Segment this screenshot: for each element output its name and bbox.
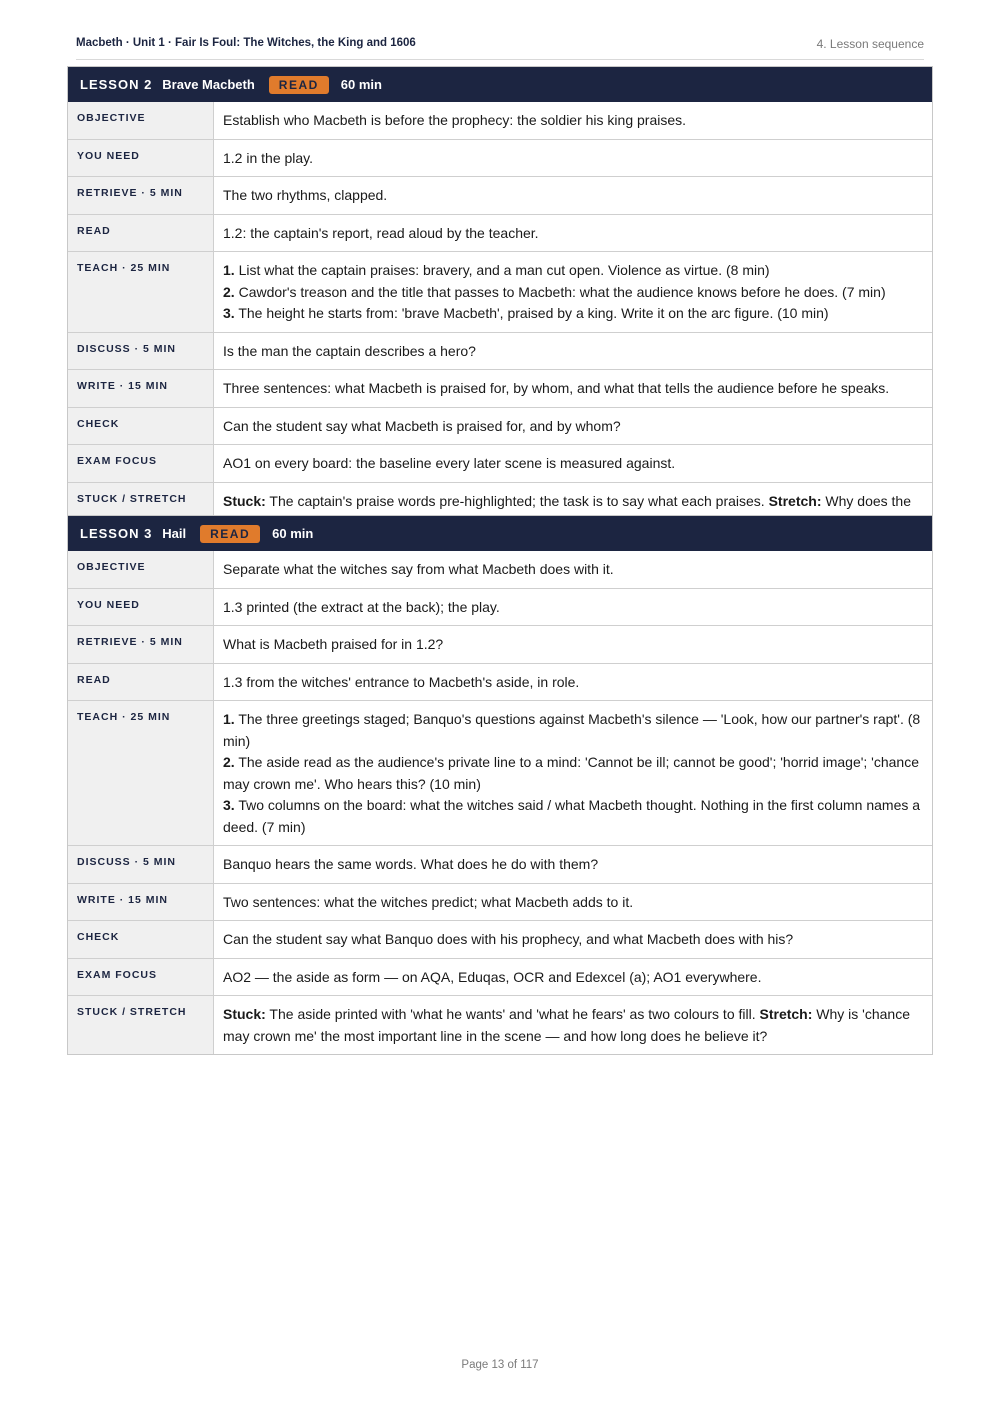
row-label: CHECK: [68, 408, 214, 445]
exam-focus-text: AO1 on every board: the baseline every later scene is measured against.: [223, 455, 676, 471]
objective-text: Separate what the witches say from what Macbeth does with it.: [223, 561, 614, 577]
discuss-text: Banquo hears the same words. What does he do with them?: [223, 856, 599, 872]
row-label: RETRIEVE · 5 MIN: [68, 626, 214, 663]
row-label: EXAM FOCUS: [68, 959, 214, 996]
you-need-row: [68, 588, 932, 626]
step-text: List what the captain praises: bravery, and a man cut open. Violence as virtue. (8 min): [234, 262, 770, 278]
stretch-label: Stretch:: [759, 1006, 813, 1022]
document-title: Macbeth · Unit 1 · Fair Is Foul: The Witches, the King and 1606: [76, 37, 416, 49]
step-text: Cawdor's treason and the title that passes to Macbeth: what the audience knows before he does. (7 min): [234, 283, 886, 300]
row-label: DISCUSS · 5 MIN: [68, 333, 214, 370]
step-text: The height he starts from: 'brave Macbeth', praised by a king. Write it on the arc figure. (10 min): [234, 305, 829, 321]
write-text: Two sentences: what the witches predict; what Macbeth adds to it.: [223, 893, 634, 910]
check-text: Can the student say what Macbeth is praised for, and by whom?: [223, 417, 621, 434]
row-label: WRITE · 15 MIN: [68, 884, 214, 921]
teach-step: [223, 752, 922, 795]
step-text: Two columns on the board: what the witches said / what Macbeth thought. Nothing in the first column names a deed. (7 min): [223, 797, 921, 835]
section-label: 4. Lesson sequence: [816, 37, 924, 51]
teach-step: [223, 260, 922, 282]
objective-text: Establish who Macbeth is before the prophecy: the soldier his king praises.: [223, 112, 687, 128]
stuck-text: The captain's praise words pre-highlighted; the task is to say what each praises.: [265, 492, 769, 509]
read-text: 1.3 from the witches' entrance to Macbeth's aside, in role.: [223, 673, 580, 690]
stretch-label: Stretch:: [768, 492, 822, 509]
teach-steps: [214, 252, 932, 332]
row-label: YOU NEED: [68, 140, 214, 177]
step-text: The three greetings staged; Banquo's questions against Macbeth's silence — 'Look, how our partner's rapt'. (8 min): [223, 711, 921, 749]
step-number: 3.: [223, 797, 235, 813]
teach-row: [68, 700, 932, 845]
read-row: [68, 663, 932, 701]
step-number: 2.: [223, 754, 235, 770]
check-row: [68, 920, 932, 958]
lesson-duration: 60 min: [340, 77, 382, 92]
objective-row: [68, 102, 932, 139]
stuck-stretch-text: [214, 996, 932, 1054]
lesson-duration: 60 min: [272, 526, 314, 541]
objective-row: [68, 551, 932, 588]
retrieve-row: [68, 625, 932, 663]
check-text: Can the student say what Banquo does with his prophecy, and what Macbeth does with his?: [223, 931, 794, 947]
row-label: STUCK / STRETCH: [68, 483, 214, 541]
row-label: WRITE · 15 MIN: [68, 370, 214, 407]
check-row: [68, 407, 932, 445]
activity-badge: READ: [200, 525, 260, 543]
row-label: CHECK: [68, 921, 214, 958]
exam-focus-row: [68, 958, 932, 996]
row-label: TEACH · 25 MIN: [68, 252, 214, 332]
page-number: Page 13 of 117: [461, 1359, 539, 1371]
stretch-text: Why is 'chance may crown me' the most important line in the scene — and how long does he believe it?: [223, 1006, 911, 1044]
teach-step: [223, 303, 922, 325]
lesson-header: [68, 516, 932, 551]
lesson-card: [67, 515, 933, 1055]
you-need-row: [68, 139, 932, 177]
teach-step: [223, 795, 922, 838]
row-label: DISCUSS · 5 MIN: [68, 846, 214, 883]
discuss-row: [68, 845, 932, 883]
row-label: TEACH · 25 MIN: [68, 701, 214, 845]
row-label: EXAM FOCUS: [68, 445, 214, 482]
retrieve-text: What is Macbeth praised for in 1.2?: [223, 636, 444, 652]
stuck-stretch-row: [68, 995, 932, 1054]
activity-badge: READ: [269, 76, 329, 94]
stretch-text: Why does the: [825, 492, 911, 509]
retrieve-text: The two rhythms, clapped.: [223, 187, 388, 203]
lesson-number: LESSON 2: [80, 77, 153, 92]
lesson-header: [68, 67, 932, 102]
teach-steps: [214, 701, 932, 845]
lesson-card: [67, 66, 933, 542]
read-text: 1.2: the captain's report, read aloud by the teacher.: [223, 224, 539, 241]
lesson-title: Hail: [162, 526, 187, 541]
teach-step: [223, 709, 922, 752]
lesson-number: LESSON 3: [80, 526, 153, 541]
exam-focus-text: AO2 — the aside as form — on AQA, Eduqas, OCR and Edexcel (a); AO1 everywhere.: [223, 968, 762, 985]
write-row: [68, 369, 932, 407]
page-header: [76, 37, 924, 60]
row-label: READ: [68, 664, 214, 701]
step-number: 3.: [223, 305, 235, 321]
stuck-text: The aside printed with 'what he wants' and 'what he fears' as two colours to fill.: [265, 1006, 760, 1022]
teach-step: [223, 282, 922, 304]
row-label: STUCK / STRETCH: [68, 996, 214, 1054]
write-row: [68, 883, 932, 921]
step-number: 1.: [223, 711, 235, 727]
stuck-label: Stuck:: [223, 492, 266, 509]
step-number: 1.: [223, 262, 235, 278]
you-need-text: 1.3 printed (the extract at the back); the play.: [223, 598, 500, 615]
row-label: READ: [68, 215, 214, 252]
teach-row: [68, 251, 932, 332]
step-number: 2.: [223, 283, 235, 300]
row-label: RETRIEVE · 5 MIN: [68, 177, 214, 214]
retrieve-row: [68, 176, 932, 214]
lesson-title: Brave Macbeth: [162, 77, 255, 92]
write-text: Three sentences: what Macbeth is praised for, by whom, and what that tells the audience before he speaks.: [223, 380, 890, 396]
row-label: OBJECTIVE: [68, 551, 214, 588]
stuck-label: Stuck:: [223, 1006, 266, 1022]
discuss-row: [68, 332, 932, 370]
row-label: OBJECTIVE: [68, 102, 214, 139]
you-need-text: 1.2 in the play.: [223, 149, 314, 166]
step-text: The aside read as the audience's private line to a mind: 'Cannot be ill; cannot be good'; 'horrid image'; 'chance may crown me'. Who hears this? (10 min): [223, 754, 919, 792]
exam-focus-row: [68, 444, 932, 482]
row-label: YOU NEED: [68, 589, 214, 626]
read-row: [68, 214, 932, 252]
discuss-text: Is the man the captain describes a hero?: [223, 342, 476, 359]
